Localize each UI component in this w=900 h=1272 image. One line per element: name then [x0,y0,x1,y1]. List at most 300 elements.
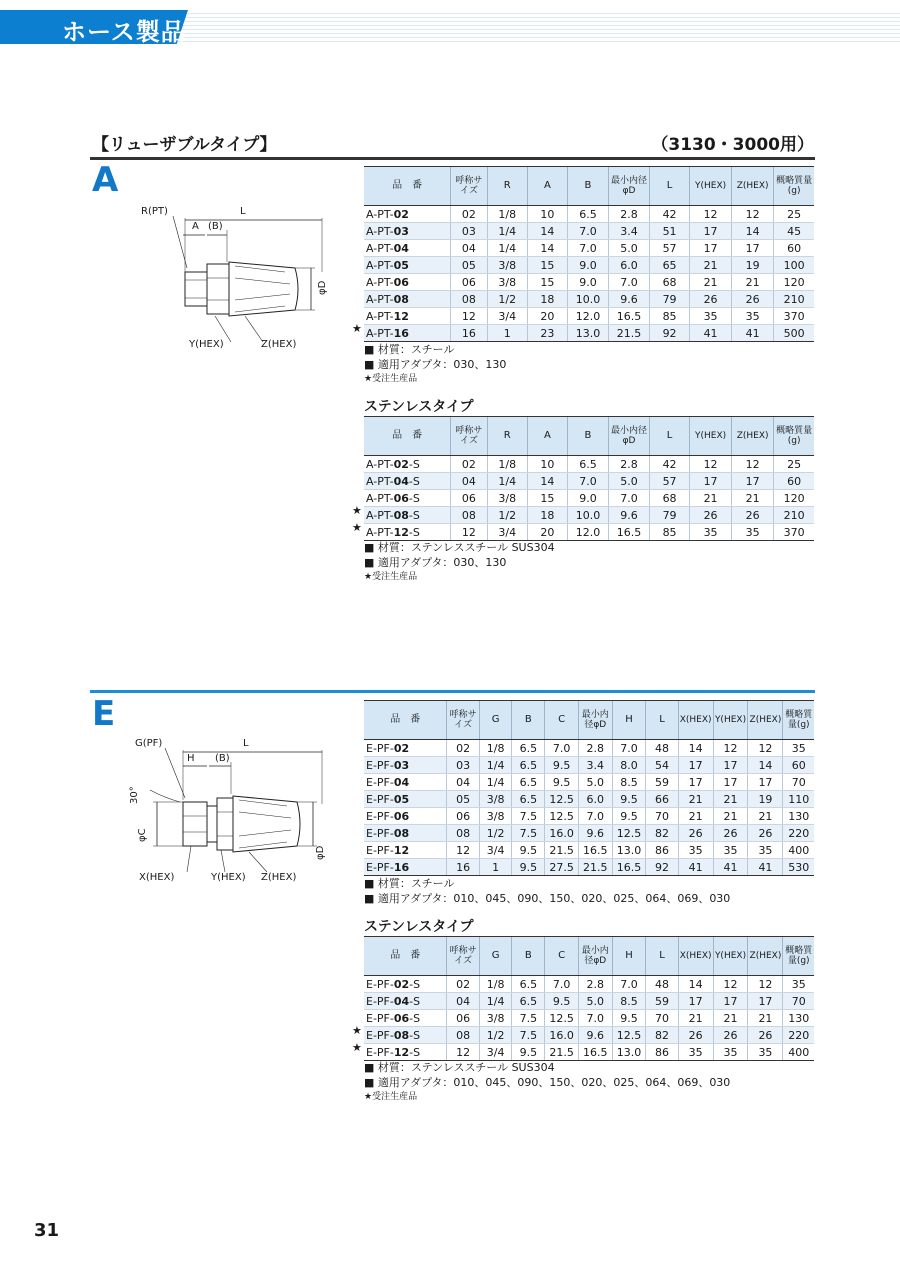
table-cell: 92 [650,325,690,342]
label-b: (B) [208,221,223,232]
part-number: A-PT-16 [364,325,451,342]
part-number: E-PF-12 [364,842,447,859]
table-cell: 9.6 [578,825,612,842]
table-cell: 7.5 [512,808,545,825]
part-number: A-PT-04-S [364,473,451,490]
part-number: A-PT-05 [364,257,451,274]
table-row [364,740,814,757]
label-r-pt: R(PT) [141,206,168,217]
table-row [364,774,814,791]
table-cell: 26 [713,1027,748,1044]
table-cell: 13.0 [612,1044,646,1061]
table-cell: 210 [774,507,814,524]
note-material: ■ 材質：ステンレススチール SUS304 [364,1061,555,1074]
table-cell: 20 [527,308,567,325]
made-to-order-star: ★ [352,1041,362,1054]
table-cell: 1/2 [479,1027,512,1044]
table-cell: 8.5 [612,993,646,1010]
note-material: ■ 材質：ステンレススチール SUS304 [364,541,555,554]
table-cell: 13.0 [567,325,608,342]
table-cell: 1 [487,325,527,342]
table-cell: 41 [713,859,748,876]
block-a-stainless-title: ステンレスタイプ [364,399,474,415]
table-cell: 48 [646,976,678,993]
table-row [364,206,814,223]
table-cell: 120 [774,274,814,291]
col-header: A [527,417,567,456]
col-header: C [545,701,579,740]
table-cell: 41 [748,859,783,876]
part-number: E-PF-04-S [364,993,447,1010]
col-header: Z(HEX) [732,167,774,206]
made-to-order-star: ★ [352,1024,362,1037]
part-number: E-PF-16 [364,859,447,876]
table-row [364,1027,814,1044]
table-cell: 9.5 [612,791,646,808]
table-cell: 68 [650,490,690,507]
table-cell: 1/2 [487,507,527,524]
table-cell: 18 [527,291,567,308]
table-cell: 05 [447,791,479,808]
table-cell: 06 [451,490,487,507]
table-cell: 04 [451,473,487,490]
col-header: R [487,167,527,206]
block-e-stainless-title: ステンレスタイプ [364,919,474,935]
table-cell: 17 [690,473,732,490]
table-cell: 12.5 [612,825,646,842]
col-header: Z(HEX) [748,937,783,976]
note-material: ■ 材質：スチール [364,343,455,356]
table-cell: 1/4 [487,223,527,240]
table-cell: 12 [748,976,783,993]
table-cell: 57 [650,473,690,490]
table-cell: 7.0 [545,740,579,757]
label-b: (B) [215,753,230,764]
series-label: （3130・3000用） [651,135,814,155]
label-g-pf: G(PF) [135,738,163,749]
note-adapter: ■ 適用アダプタ：010、045、090、150、020、025、064、069、030 [364,1076,731,1089]
note-made-to-order: ★受注生産品 [364,374,418,384]
table-cell: 59 [646,993,678,1010]
block-a-header-row [364,167,814,206]
table-cell: 51 [650,223,690,240]
table-cell: 08 [451,507,487,524]
table-cell: 3.4 [609,223,650,240]
table-cell: 7.0 [609,274,650,291]
table-cell: 26 [748,1027,783,1044]
block-e-letter: E [92,694,116,734]
table-cell: 6.5 [567,456,608,473]
table-cell: 35 [690,524,732,541]
table-cell: 14 [527,240,567,257]
table-cell: 21.5 [609,325,650,342]
table-cell: 10.0 [567,507,608,524]
part-number: A-PT-12-S [364,524,451,541]
block-e-stainless-notes [364,1060,730,1105]
note-adapter: ■ 適用アダプタ：010、045、090、150、020、025、064、069、030 [364,892,731,905]
label-l: L [243,738,249,749]
table-cell: 35 [690,308,732,325]
table-cell: 14 [678,976,713,993]
part-number: E-PF-12-S [364,1044,447,1061]
table-cell: 06 [447,808,479,825]
table-cell: 26 [678,825,713,842]
table-cell: 48 [646,740,678,757]
table-cell: 21 [690,257,732,274]
label-a: A [192,221,199,232]
table-cell: 23 [527,325,567,342]
label-y-hex: Y(HEX) [211,872,246,883]
part-number: A-PT-12 [364,308,451,325]
table-cell: 35 [732,308,774,325]
table-cell: 15 [527,490,567,507]
note-adapter: ■ 適用アダプタ：030、130 [364,358,507,371]
table-cell: 1/8 [479,976,512,993]
table-cell: 26 [713,825,748,842]
table-cell: 2.8 [609,456,650,473]
table-cell: 21 [713,791,748,808]
table-cell: 12 [447,1044,479,1061]
block-a-stainless-header-row [364,417,814,456]
table-cell: 10.0 [567,291,608,308]
table-cell: 7.5 [512,825,545,842]
label-z-hex: Z(HEX) [261,872,297,883]
block-a-spec-table [364,166,814,342]
table-cell: 120 [774,490,814,507]
table-cell: 21 [678,1010,713,1027]
block-e-notes [364,876,730,906]
table-cell: 16.0 [545,1027,579,1044]
col-header: Z(HEX) [732,417,774,456]
table-cell: 370 [774,524,814,541]
table-cell: 27.5 [545,859,579,876]
col-header: 概略質量(g) [774,417,814,456]
table-cell: 12 [690,456,732,473]
table-cell: 2.8 [578,740,612,757]
table-cell: 42 [650,456,690,473]
table-cell: 17 [732,240,774,257]
col-header: G [479,937,512,976]
table-row [364,473,814,490]
table-cell: 08 [451,291,487,308]
table-cell: 6.5 [512,976,545,993]
table-cell: 7.0 [612,740,646,757]
table-cell: 35 [783,740,814,757]
table-cell: 26 [748,825,783,842]
table-cell: 68 [650,274,690,291]
table-cell: 08 [447,825,479,842]
table-cell: 12 [447,842,479,859]
table-cell: 25 [774,456,814,473]
part-number: E-PF-06-S [364,1010,447,1027]
col-header: 呼称サイズ [447,937,479,976]
table-cell: 06 [447,1010,479,1027]
part-number: A-PT-04 [364,240,451,257]
table-cell: 9.6 [578,1027,612,1044]
table-cell: 1/8 [487,456,527,473]
table-cell: 65 [650,257,690,274]
table-cell: 16.5 [609,308,650,325]
label-l: L [240,206,246,217]
table-cell: 06 [451,274,487,291]
section-title: 【リューザブルタイプ】 [92,135,277,155]
col-header: B [512,701,545,740]
table-cell: 35 [678,1044,713,1061]
table-cell: 7.0 [545,976,579,993]
table-cell: 02 [447,740,479,757]
table-cell: 130 [783,1010,814,1027]
table-cell: 7.0 [612,976,646,993]
col-header: 品 番 [364,937,447,976]
table-cell: 13.0 [612,842,646,859]
table-cell: 16.0 [545,825,579,842]
col-header: A [527,167,567,206]
table-cell: 41 [690,325,732,342]
table-cell: 12.0 [567,524,608,541]
part-number: E-PF-05 [364,791,447,808]
table-cell: 12 [748,740,783,757]
table-cell: 15 [527,274,567,291]
block-a-stainless-table [364,416,814,541]
table-cell: 03 [451,223,487,240]
table-cell: 04 [451,240,487,257]
col-header: 概略質量(g) [783,937,814,976]
block-e-spec-table [364,700,814,876]
table-cell: 21.5 [545,1044,579,1061]
table-cell: 59 [646,774,678,791]
col-header: Y(HEX) [713,701,748,740]
part-number: A-PT-02 [364,206,451,223]
table-cell: 12 [713,740,748,757]
col-header: B [567,417,608,456]
block-e-header-row [364,701,814,740]
table-cell: 1/4 [479,993,512,1010]
table-cell: 14 [527,473,567,490]
table-cell: 70 [646,1010,678,1027]
col-header: Y(HEX) [690,417,732,456]
label-z-hex: Z(HEX) [261,339,297,350]
table-cell: 6.5 [512,757,545,774]
table-cell: 1/8 [487,206,527,223]
table-cell: 12 [713,976,748,993]
table-cell: 14 [678,740,713,757]
label-phi-c: φC [137,828,148,842]
table-cell: 17 [713,757,748,774]
table-row [364,1010,814,1027]
table-cell: 35 [678,842,713,859]
table-cell: 1 [479,859,512,876]
table-cell: 220 [783,1027,814,1044]
part-number: E-PF-08 [364,825,447,842]
table-cell: 1/8 [479,740,512,757]
label-h: H [187,753,195,764]
table-cell: 1/4 [479,757,512,774]
table-cell: 5.0 [609,473,650,490]
table-cell: 26 [732,507,774,524]
label-y-hex: Y(HEX) [189,339,224,350]
table-cell: 10 [527,456,567,473]
table-cell: 04 [447,993,479,1010]
note-adapter: ■ 適用アダプタ：030、130 [364,556,507,569]
table-cell: 1/2 [479,825,512,842]
table-cell: 02 [451,206,487,223]
table-cell: 02 [447,976,479,993]
col-header: 品 番 [364,167,451,206]
table-cell: 60 [774,240,814,257]
table-cell: 2.8 [609,206,650,223]
table-cell: 3/8 [487,274,527,291]
label-phi-d: φD [315,845,326,860]
col-header: 最小内径φD [578,937,612,976]
note-made-to-order: ★受注生産品 [364,572,418,582]
table-row [364,223,814,240]
table-cell: 21 [690,274,732,291]
table-cell: 35 [713,842,748,859]
table-cell: 220 [783,825,814,842]
col-header: 品 番 [364,701,447,740]
col-header: B [567,167,608,206]
col-header: L [650,167,690,206]
table-cell: 14 [527,223,567,240]
table-cell: 12.5 [545,791,579,808]
table-row [364,791,814,808]
table-row [364,1044,814,1061]
table-cell: 21 [732,490,774,507]
part-number: A-PT-08 [364,291,451,308]
table-cell: 21 [732,274,774,291]
table-cell: 14 [748,757,783,774]
table-cell: 17 [748,993,783,1010]
table-cell: 17 [713,993,748,1010]
table-cell: 17 [678,774,713,791]
table-cell: 3/4 [487,308,527,325]
table-cell: 6.0 [578,791,612,808]
table-cell: 17 [732,473,774,490]
table-cell: 21 [678,791,713,808]
table-cell: 3/4 [487,524,527,541]
col-header: 概略質量(g) [783,701,814,740]
table-cell: 1/4 [487,240,527,257]
note-material: ■ 材質：スチール [364,877,455,890]
part-number: A-PT-08-S [364,507,451,524]
table-cell: 60 [783,757,814,774]
table-row [364,842,814,859]
table-cell: 6.5 [512,993,545,1010]
table-cell: 5.0 [578,993,612,1010]
table-cell: 82 [646,825,678,842]
table-cell: 12 [732,206,774,223]
table-cell: 1/4 [487,473,527,490]
table-row [364,757,814,774]
block-a-stainless-notes [364,540,555,585]
table-cell: 100 [774,257,814,274]
table-cell: 21 [713,808,748,825]
block-a-fitting-diagram [135,200,335,355]
table-cell: 16.5 [612,859,646,876]
col-header: L [650,417,690,456]
table-cell: 3/8 [487,257,527,274]
table-cell: 5.0 [609,240,650,257]
table-cell: 35 [732,524,774,541]
table-cell: 9.0 [567,274,608,291]
table-cell: 7.5 [512,1027,545,1044]
table-cell: 21 [678,808,713,825]
part-number: E-PF-08-S [364,1027,447,1044]
table-cell: 70 [783,774,814,791]
table-row [364,808,814,825]
table-cell: 35 [713,1044,748,1061]
table-cell: 5.0 [578,774,612,791]
table-cell: 9.0 [567,490,608,507]
table-row [364,524,814,541]
table-cell: 7.0 [567,240,608,257]
table-cell: 9.6 [609,291,650,308]
table-cell: 12 [732,456,774,473]
table-cell: 7.0 [578,808,612,825]
table-cell: 6.5 [512,740,545,757]
table-cell: 9.0 [567,257,608,274]
col-header: Z(HEX) [748,701,783,740]
table-cell: 12.5 [612,1027,646,1044]
table-row [364,490,814,507]
table-cell: 19 [732,257,774,274]
table-cell: 12.5 [545,1010,579,1027]
table-cell: 12.0 [567,308,608,325]
col-header: B [512,937,545,976]
table-cell: 92 [646,859,678,876]
label-x-hex: X(HEX) [139,872,175,883]
table-cell: 17 [678,757,713,774]
table-cell: 530 [783,859,814,876]
table-cell: 41 [678,859,713,876]
table-cell: 16.5 [609,524,650,541]
table-cell: 370 [774,308,814,325]
table-cell: 19 [748,791,783,808]
table-cell: 79 [650,291,690,308]
table-cell: 7.0 [578,1010,612,1027]
table-cell: 26 [732,291,774,308]
table-cell: 42 [650,206,690,223]
table-cell: 3/8 [487,490,527,507]
table-cell: 21 [713,1010,748,1027]
col-header: C [545,937,579,976]
table-cell: 12 [690,206,732,223]
table-cell: 3.4 [578,757,612,774]
table-cell: 16 [451,325,487,342]
note-made-to-order: ★受注生産品 [364,1092,418,1102]
table-cell: 26 [690,507,732,524]
part-number: E-PF-02 [364,740,447,757]
table-cell: 16 [447,859,479,876]
table-cell: 12.5 [545,808,579,825]
table-cell: 9.5 [512,859,545,876]
table-row [364,308,814,325]
table-cell: 1/2 [487,291,527,308]
table-cell: 400 [783,1044,814,1061]
part-number: E-PF-02-S [364,976,447,993]
table-cell: 21 [748,808,783,825]
table-cell: 3/4 [479,1044,512,1061]
table-cell: 85 [650,524,690,541]
part-number: E-PF-03 [364,757,447,774]
table-cell: 2.8 [578,976,612,993]
table-cell: 25 [774,206,814,223]
table-row [364,291,814,308]
table-cell: 10 [527,206,567,223]
table-cell: 6.5 [512,791,545,808]
table-cell: 17 [690,240,732,257]
table-cell: 20 [527,524,567,541]
